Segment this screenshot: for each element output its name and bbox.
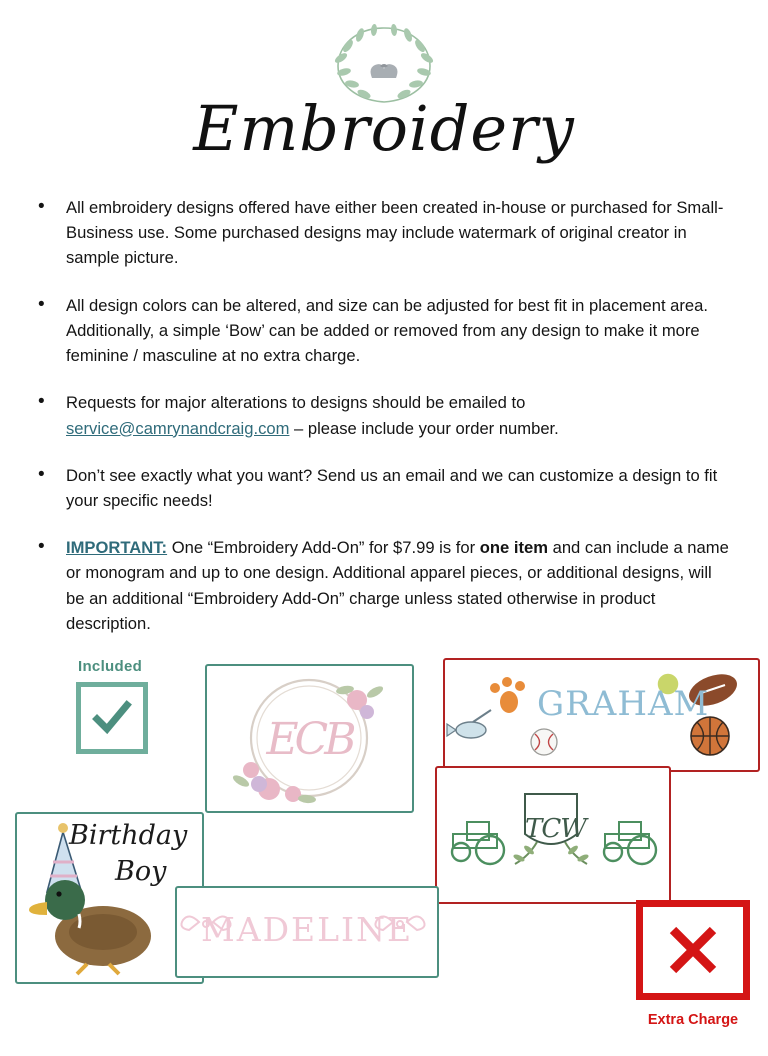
baseball-icon: [531, 729, 557, 755]
sample-monogram-wreath: [205, 664, 414, 813]
extra-charge-box: [636, 900, 750, 1000]
birthday-line-1: Birthday: [69, 820, 188, 852]
bullet-text: Don’t see exactly what you want? Send us an email and we can customize a design to fit your specific needs!: [66, 465, 718, 510]
graham-name-text: GRAHAM: [537, 684, 710, 725]
page-header: [0, 0, 768, 195]
support-email-link[interactable]: service@camrynandcraig.com: [66, 418, 290, 438]
checkmark-icon: [91, 697, 133, 739]
sample-madeline-name: [175, 886, 439, 978]
extra-charge-label: Extra Charge: [647, 1012, 739, 1029]
sample-designs-collage: [0, 658, 768, 1038]
policy-bullet-list: [0, 195, 768, 636]
tractor-icon: [604, 822, 656, 864]
bullet-colors-and-size: [22, 293, 734, 369]
sample-tcw-tractor: [435, 766, 671, 904]
bullet-text: All design colors can be altered, and size can be adjusted for best fit in placement area. Additionally, a simple ‘Bow’ can be added or removed from any design to make it more feminine / masculine at no extra charge.: [66, 295, 709, 366]
bullet-designs-offered: [22, 195, 734, 271]
fishing-lure-icon: [447, 710, 491, 738]
madeline-name-text: MADELINE: [200, 910, 414, 950]
bullet-text-prefix: Requests for major alterations to designs should be emailed to: [66, 393, 526, 413]
important-label: IMPORTANT:: [66, 538, 168, 558]
bullet-text: All embroidery designs offered have either been created in-house or purchased for Small-Business use. Some purchased designs may include watermark of original creator in sample picture.: [66, 198, 724, 268]
bullet-text-part2: and can include a name or monogram and up to one design. Additional apparel pieces, or additional designs, will be an additional “Embroidery Add-On” charge unless stated otherwise in product description.: [66, 538, 729, 633]
bullet-text-part1: One “Embroidery Add-On” for $7.99 is for: [167, 538, 480, 558]
tcw-monogram-text: TCW: [525, 814, 586, 845]
birthday-line-2: Boy: [115, 856, 167, 888]
sample-graham-sports: [443, 658, 760, 772]
page-title: Embroidery: [193, 92, 575, 165]
monogram-text: ECB: [266, 714, 353, 766]
bullet-text-suffix: – please include your order number.: [289, 418, 559, 438]
paw-print-icon: [490, 677, 525, 713]
tractor-icon: [452, 822, 504, 864]
bullet-custom-request: [22, 463, 734, 513]
mallard-duck-icon: [29, 880, 151, 974]
bullet-important-addon: [22, 535, 734, 636]
x-mark-icon: [665, 922, 721, 978]
included-checkbox: [76, 682, 148, 754]
included-label: Included: [78, 658, 143, 676]
one-item-emphasis: one item: [479, 538, 548, 558]
bullet-major-alterations: [22, 390, 734, 440]
